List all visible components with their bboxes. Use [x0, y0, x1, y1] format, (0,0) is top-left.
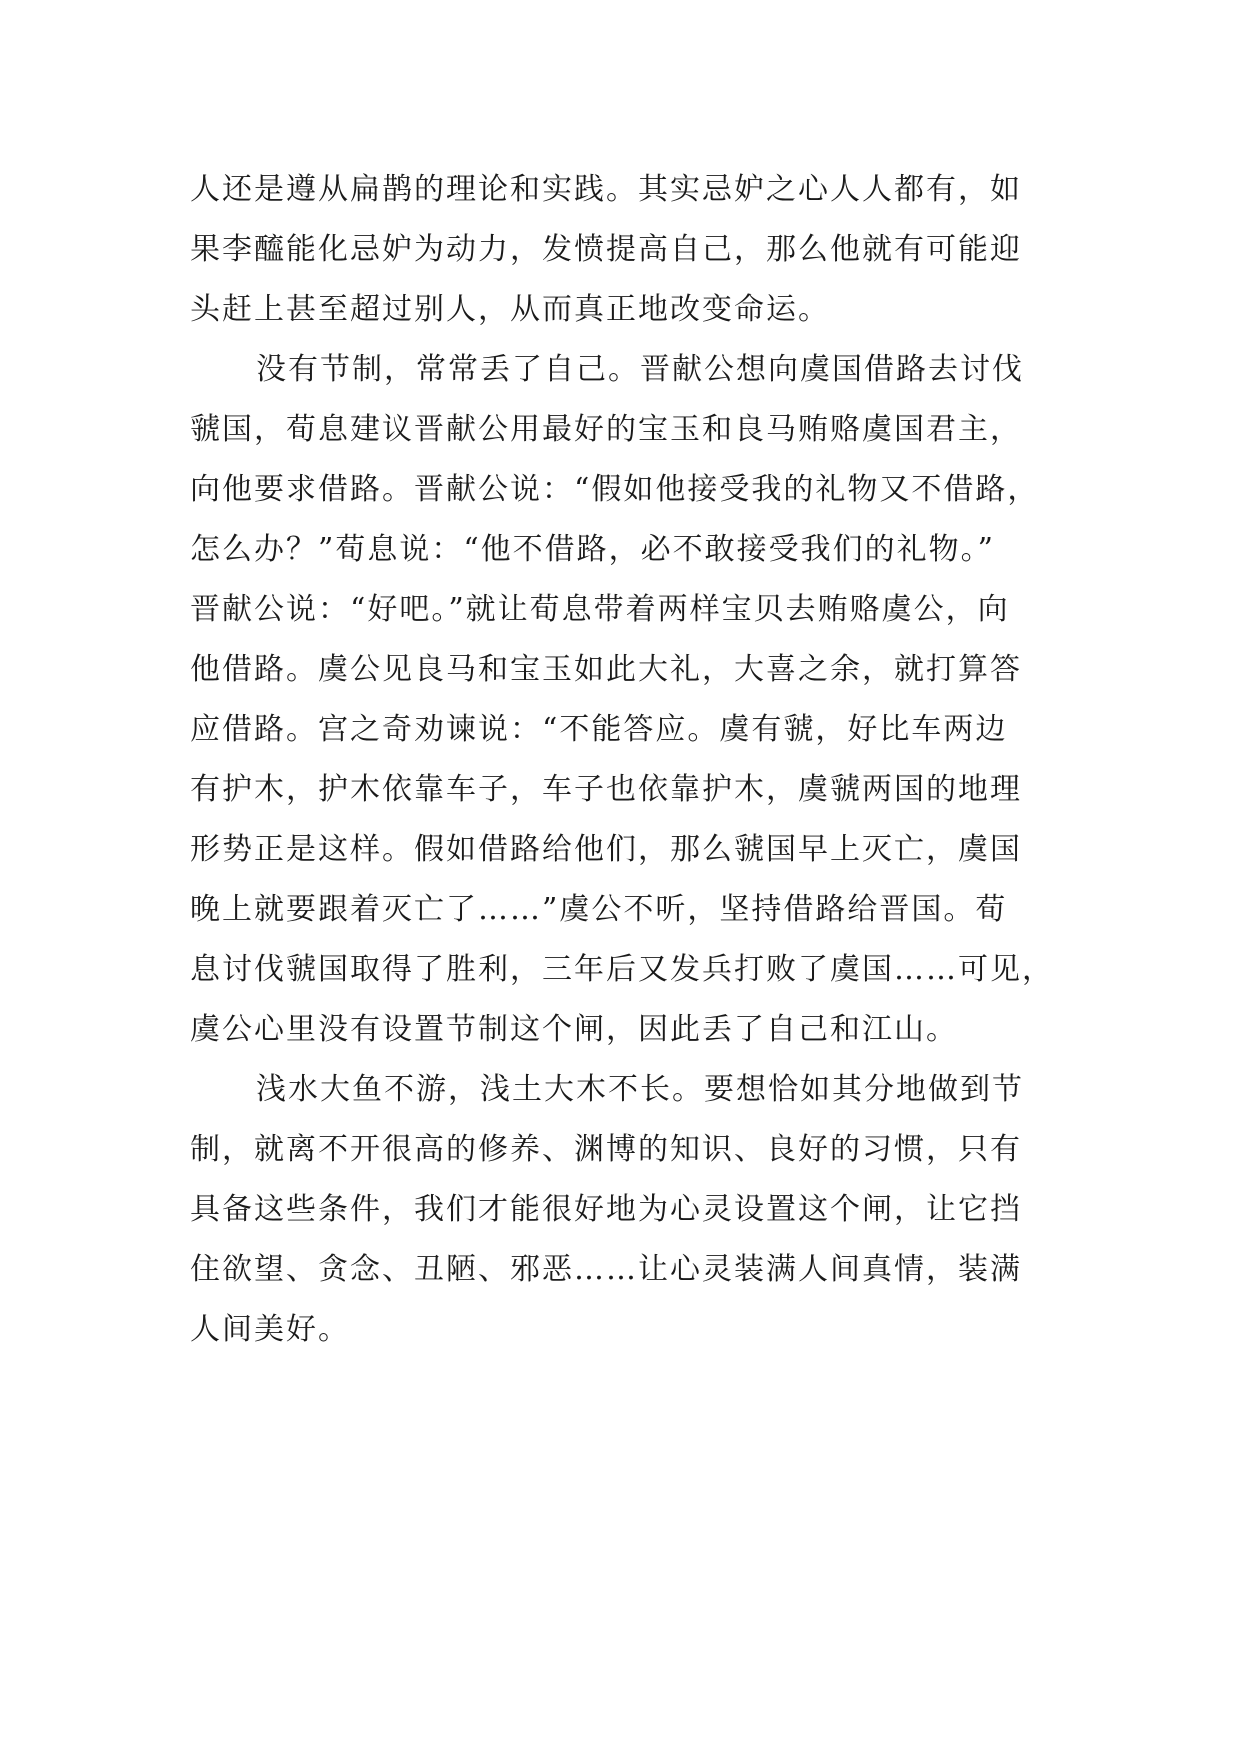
- text-line: 果李醯能化忌妒为动力，发愤提高自己，那么他就有可能迎: [190, 232, 1022, 267]
- text-line: 没有节制，常常丢了自己。晋献公想向虞国借路去讨伐: [256, 352, 1024, 387]
- text-line: 虞公心里没有设置节制这个闸，因此丢了自己和江山。: [190, 1012, 958, 1047]
- text-line: 具备这些条件，我们才能很好地为心灵设置这个闸，让它挡: [190, 1192, 1022, 1227]
- text-line: 制，就离不开很高的修养、渊博的知识、良好的习惯，只有: [190, 1132, 1022, 1167]
- text-line: 有护木，护木依靠车子，车子也依靠护木，虞虢两国的地理: [190, 772, 1022, 807]
- text-line: 头赶上甚至超过别人，从而真正地改变命运。: [190, 292, 830, 327]
- text-line: 晋献公说：“好吧。”就让荀息带着两样宝贝去贿赂虞公，向: [190, 592, 1010, 627]
- text-line: 他借路。虞公见良马和宝玉如此大礼，大喜之余，就打算答: [190, 652, 1022, 687]
- paragraph-1: [190, 160, 1050, 340]
- text-line: 应借路。宫之奇劝谏说：“不能答应。虞有虢，好比车两边: [190, 712, 1008, 747]
- text-line: 人间美好。: [190, 1312, 350, 1347]
- text-line: 住欲望、贪念、丑陋、邪恶……让心灵装满人间真情，装满: [190, 1252, 1022, 1287]
- body-text: [190, 160, 1054, 1360]
- text-line: 浅水大鱼不游，浅土大木不长。要想恰如其分地做到节: [256, 1072, 1024, 1107]
- text-line: 虢国，荀息建议晋献公用最好的宝玉和良马贿赂虞国君主，: [190, 412, 1022, 447]
- text-line: 人还是遵从扁鹊的理论和实践。其实忌妒之心人人都有，如: [190, 172, 1022, 207]
- text-line: 形势正是这样。假如借路给他们，那么虢国早上灭亡，虞国: [190, 832, 1022, 867]
- text-line: 息讨伐虢国取得了胜利，三年后又发兵打败了虞国……可见，: [190, 952, 1054, 987]
- paragraph-2: [190, 340, 1054, 1060]
- paragraph-3: [190, 1060, 1050, 1360]
- text-line: 向他要求借路。晋献公说：“假如他接受我的礼物又不借路，: [190, 472, 1040, 507]
- text-line: 怎么办？”荀息说：“他不借路，必不敢接受我们的礼物。”: [190, 532, 996, 567]
- text-line: 晚上就要跟着灭亡了……”虞公不听，坚持借路给晋国。荀: [190, 892, 1008, 927]
